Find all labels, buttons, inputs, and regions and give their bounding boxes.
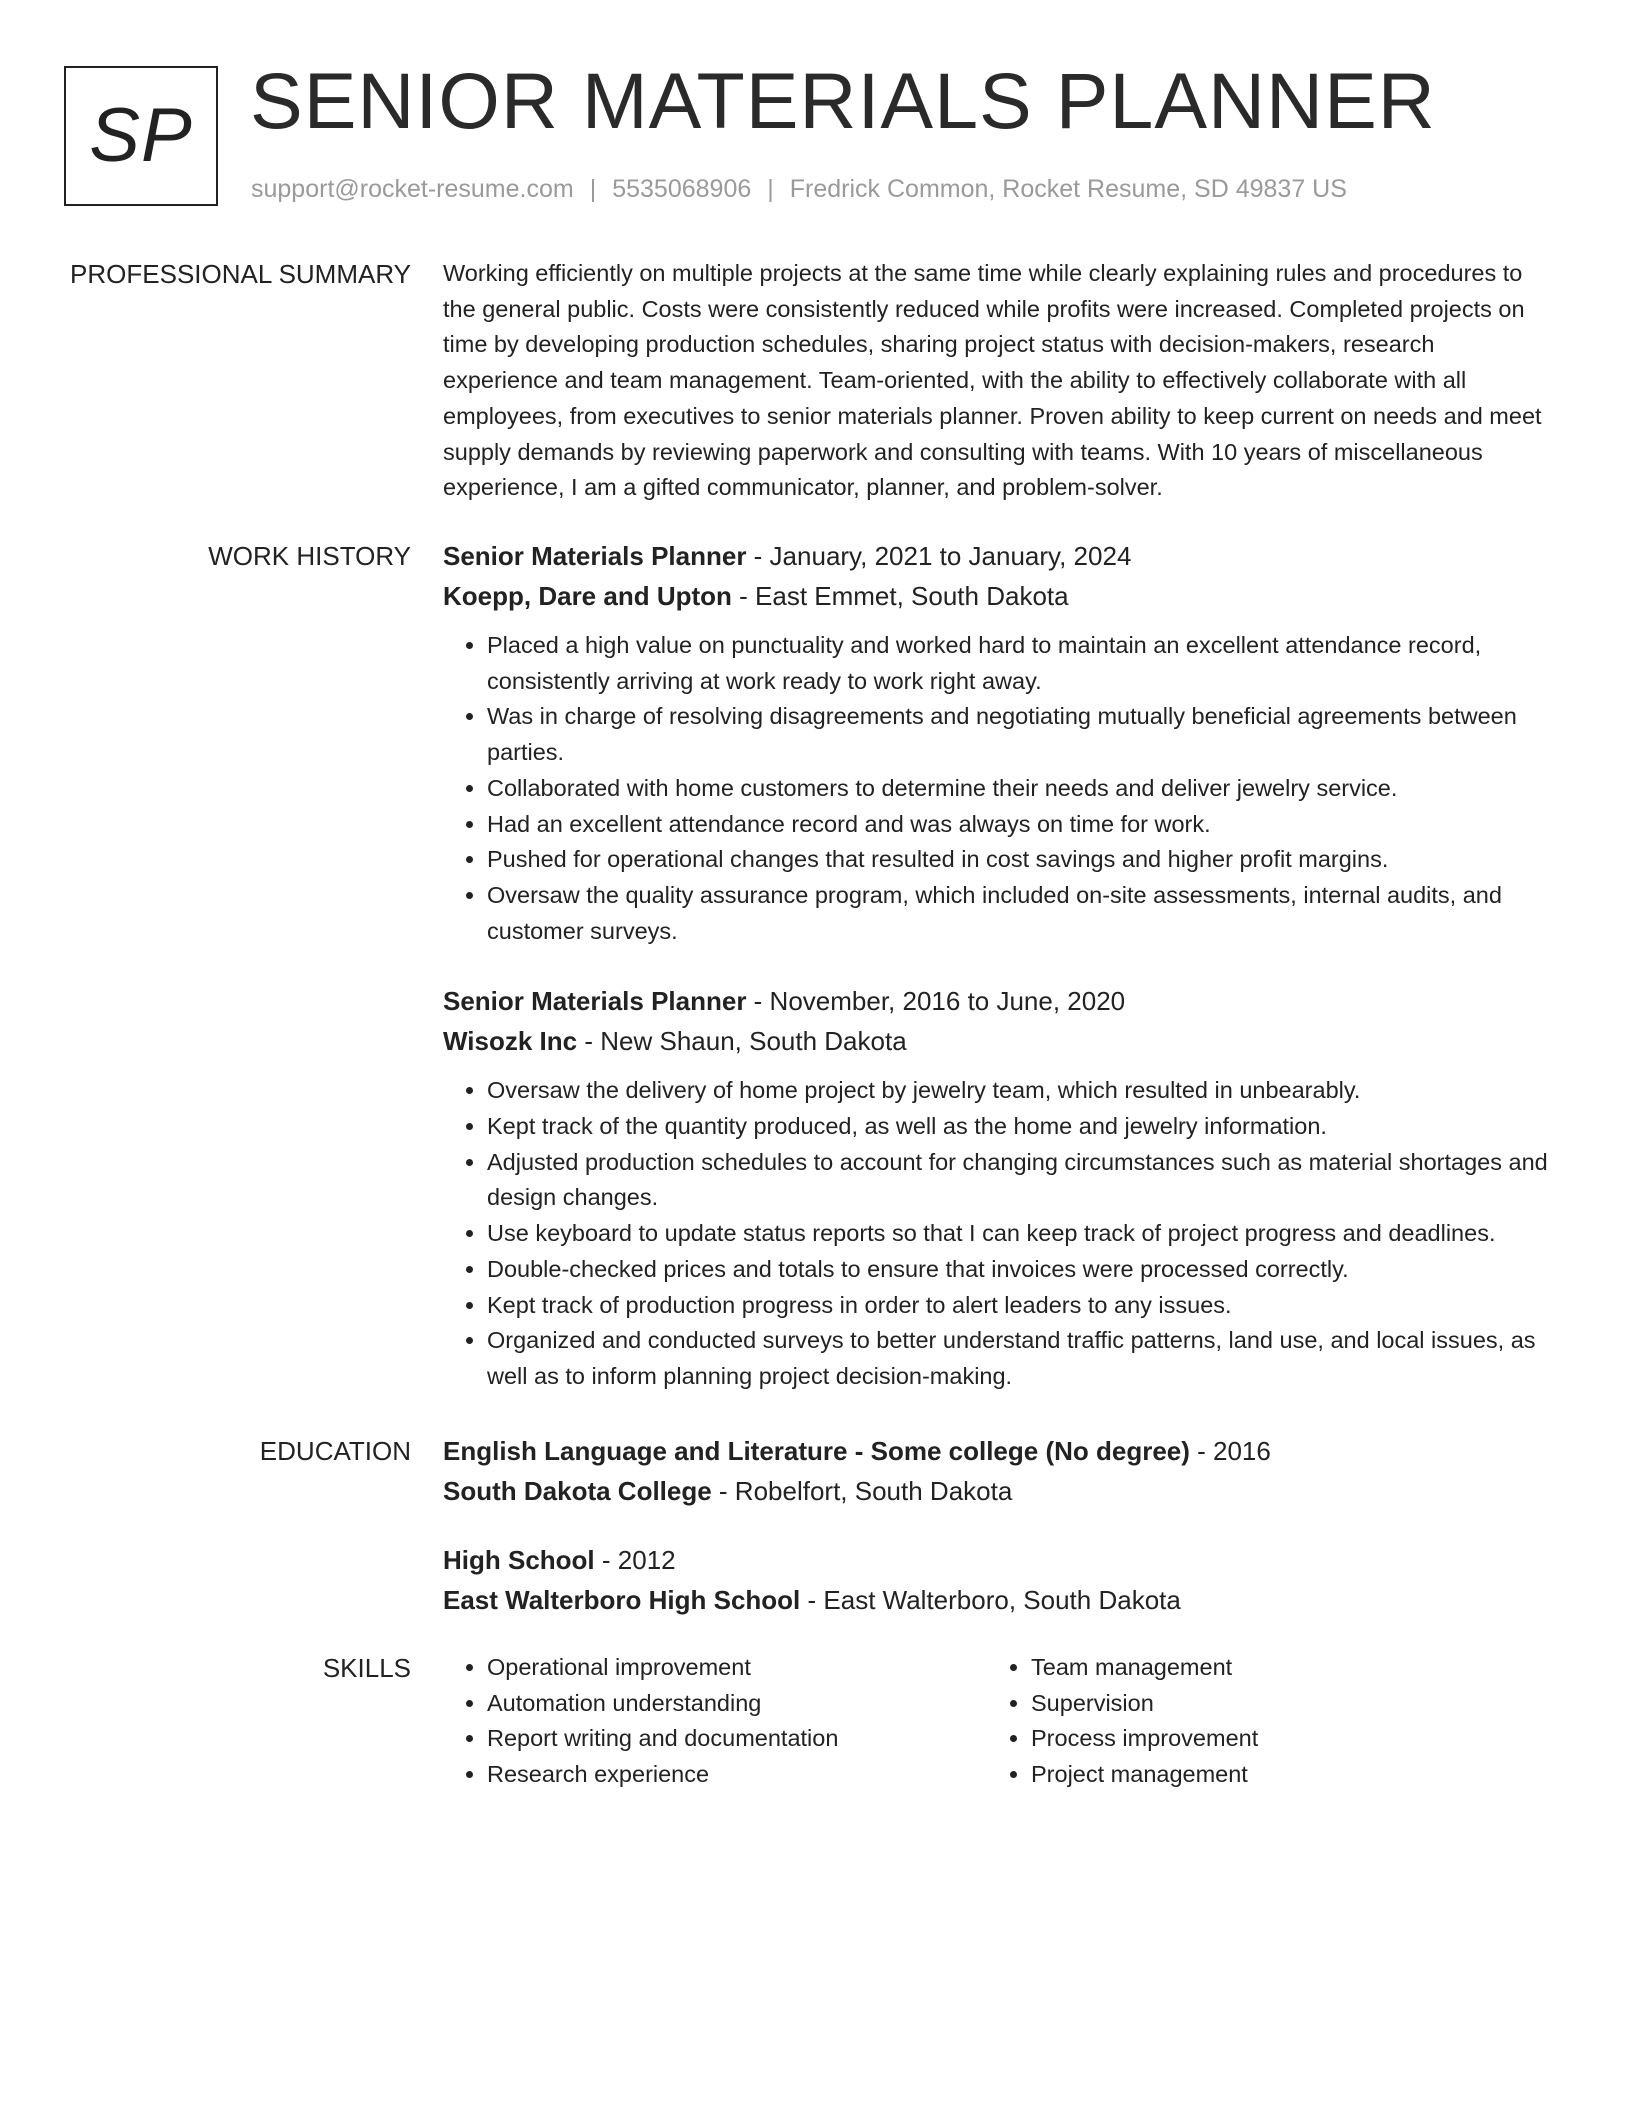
skills-body	[443, 1650, 1555, 1793]
education-body	[443, 1431, 1555, 1649]
job-bullet: • Kept track of the quantity produced, as well as the home and jewelry information.	[487, 1109, 1555, 1145]
skills-heading: SKILLS	[322, 1653, 411, 1683]
education-school: South Dakota College	[443, 1476, 712, 1506]
job-bullet-list	[443, 1073, 1555, 1394]
job-location: - East Emmet, South Dakota	[731, 581, 1069, 611]
education-degree-line	[443, 1540, 1555, 1580]
skill-item: • Research experience	[487, 1757, 987, 1793]
job-location: - New Shaun, South Dakota	[577, 1026, 907, 1057]
skill-item: • Operational improvement	[487, 1650, 987, 1686]
contact-separator: |	[767, 175, 774, 203]
education-entry	[443, 1431, 1555, 1511]
education-school-line	[443, 1580, 1555, 1620]
skill-item: • Process improvement	[1031, 1721, 1531, 1757]
education-degree: High School	[443, 1545, 595, 1575]
education-year: - 2016	[1189, 1436, 1271, 1466]
education-location: - Robelfort, South Dakota	[711, 1476, 1013, 1506]
education-degree-line	[443, 1431, 1555, 1471]
job-bullet-list	[443, 628, 1555, 949]
job-bullet: • Collaborated with home customers to determine their needs and deliver jewelry service.	[487, 771, 1555, 807]
job-entry	[443, 981, 1555, 1394]
job-title: Senior Materials Planner	[443, 986, 747, 1017]
summary-body	[443, 256, 1555, 506]
job-bullet: • Use keyboard to update status reports so that I can keep track of project progress and deadlines.	[487, 1216, 1555, 1252]
contact-line	[251, 172, 1347, 206]
skill-item: • Supervision	[1031, 1686, 1531, 1722]
skill-item: • Report writing and documentation	[487, 1721, 987, 1757]
monogram-initials: SP	[89, 93, 193, 178]
job-bullet: • Pushed for operational changes that resulted in cost savings and higher profit margins.	[487, 842, 1555, 878]
summary-text: Working efficiently on multiple projects at the same time while clearly explaining rules and procedures to the general public. Costs were consistently reduced while profits were increased. Completed projects on time by developing production schedules, sharing project status with decision-makers, research experience and team management. Team-oriented, with the ability to effectively collaborate with all employees, from executives to senior materials planner. Proven ability to keep current on needs and meet supply demands by reviewing paperwork and consulting with teams. With 10 years of miscellaneous experience, I am a gifted communicator, planner, and problem-solver.	[443, 260, 1542, 501]
job-bullet: • Kept track of production progress in order to alert leaders to any issues.	[487, 1288, 1555, 1324]
work-history-body	[443, 536, 1555, 1395]
contact-address: Fredrick Common, Rocket Resume, SD 49837 US	[789, 175, 1347, 203]
education-heading: EDUCATION	[259, 1436, 411, 1466]
job-dates: - November, 2016 to June, 2020	[746, 986, 1126, 1017]
work-history-heading: WORK HISTORY	[208, 541, 411, 571]
education-year: - 2012	[594, 1545, 676, 1575]
job-entry	[443, 536, 1555, 949]
education-location: - East Walterboro, South Dakota	[800, 1585, 1181, 1615]
job-title-line	[443, 981, 1555, 1021]
job-title: Senior Materials Planner	[443, 541, 747, 571]
job-bullet: • Organized and conducted surveys to better understand traffic patterns, land use, and local issues, as well as to inform planning project decision-making.	[487, 1323, 1555, 1394]
job-company: Koepp, Dare and Upton	[443, 581, 732, 611]
skills-grid	[443, 1650, 1555, 1793]
job-bullet: • Oversaw the quality assurance program, which included on-site assessments, internal audits, and customer surveys.	[487, 878, 1555, 949]
job-company-line	[443, 576, 1555, 616]
education-school-line	[443, 1471, 1555, 1511]
job-company-line	[443, 1021, 1555, 1061]
education-entry	[443, 1540, 1555, 1620]
contact-separator: |	[589, 175, 597, 203]
skill-item: • Team management	[1031, 1650, 1531, 1686]
monogram-badge	[64, 66, 218, 206]
job-bullet: • Had an excellent attendance record and was always on time for work.	[487, 807, 1555, 843]
skills-column	[987, 1650, 1531, 1793]
job-company: Wisozk Inc	[443, 1026, 578, 1057]
job-bullet: • Placed a high value on punctuality and worked hard to maintain an excellent attendance record, consistently arriving at work ready to work right away.	[487, 628, 1555, 699]
job-dates: - January, 2021 to January, 2024	[746, 541, 1132, 571]
summary-heading: PROFESSIONAL SUMMARY	[70, 259, 411, 289]
skill-item: • Project management	[1031, 1757, 1531, 1793]
education-degree: English Language and Literature - Some college (No degree)	[443, 1436, 1190, 1466]
job-bullet: • Was in charge of resolving disagreements and negotiating mutually beneficial agreements between parties.	[487, 699, 1555, 770]
job-bullet: • Oversaw the delivery of home project by jewelry team, which resulted in unbearably.	[487, 1073, 1555, 1109]
job-title-line	[443, 536, 1555, 576]
skill-item: • Automation understanding	[487, 1686, 987, 1722]
contact-email[interactable]: support@rocket-resume.com	[251, 175, 574, 203]
job-bullet: • Adjusted production schedules to account for changing circumstances such as material shortages and design changes.	[487, 1145, 1555, 1216]
resume-title: SENIOR MATERIALS PLANNER	[250, 56, 1436, 145]
job-bullet: • Double-checked prices and totals to ensure that invoices were processed correctly.	[487, 1252, 1555, 1288]
contact-phone[interactable]: 5535068906	[612, 175, 752, 203]
education-school: East Walterboro High School	[443, 1585, 801, 1615]
skills-column	[443, 1650, 987, 1793]
